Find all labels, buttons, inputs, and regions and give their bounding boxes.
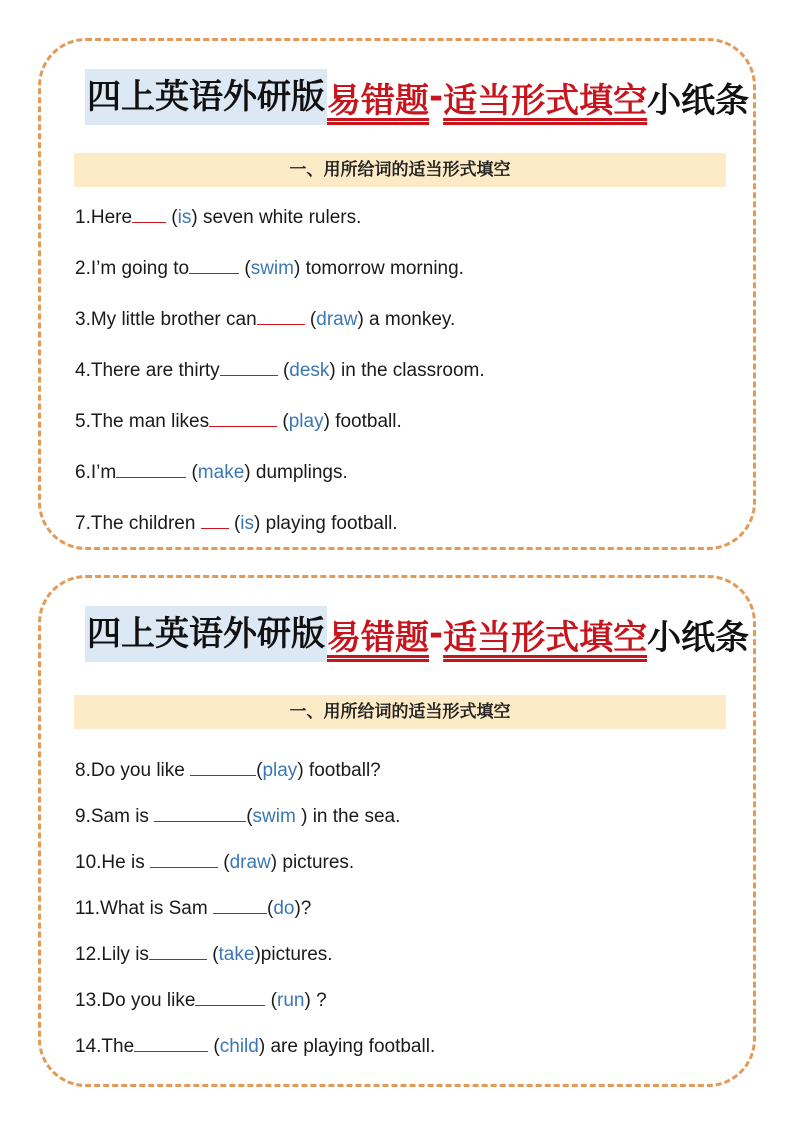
question-item: 1.Here (is) seven white rulers. [75, 204, 361, 229]
answer-blank[interactable] [154, 803, 246, 822]
question-item: 9.Sam is (swim ) in the sea. [75, 803, 400, 828]
question-item: 12.Lily is (take)pictures. [75, 941, 333, 966]
card-title [85, 69, 749, 125]
answer-blank[interactable] [134, 1033, 208, 1052]
title-dash: - [429, 614, 444, 654]
answer-blank[interactable] [257, 306, 305, 325]
answer-blank[interactable] [190, 757, 256, 776]
word-hint: play [288, 411, 324, 432]
word-hint: run [277, 990, 305, 1011]
question-item: 14.The (child) are playing football. [75, 1033, 435, 1058]
question-item: 11.What is Sam (do)? [75, 895, 311, 920]
word-hint: child [219, 1036, 259, 1057]
word-hint: do [273, 898, 295, 919]
question-item: 13.Do you like (run) ? [75, 987, 327, 1012]
answer-blank[interactable] [150, 849, 218, 868]
word-hint: swim [250, 258, 294, 279]
answer-blank[interactable] [132, 204, 166, 223]
question-item: 5.The man likes (play) football. [75, 408, 402, 433]
word-hint: play [262, 760, 298, 781]
answer-blank[interactable] [149, 941, 207, 960]
title-note: 小纸条 [647, 617, 750, 658]
word-hint: take [218, 944, 255, 965]
answer-blank[interactable] [189, 255, 239, 274]
question-item: 3.My little brother can (draw) a monkey. [75, 306, 455, 331]
question-item: 7.The children (is) playing football. [75, 510, 398, 535]
title-error-prone: 易错题 [327, 80, 429, 121]
word-hint: swim [252, 806, 302, 827]
word-hint: draw [316, 309, 358, 330]
title-error-prone: 易错题 [327, 617, 429, 658]
question-item: 2.I’m going to (swim) tomorrow morning. [75, 255, 464, 280]
word-hint: draw [229, 852, 271, 873]
word-hint: is [240, 513, 255, 534]
answer-blank[interactable] [201, 510, 229, 529]
title-dash: - [429, 77, 444, 117]
word-hint: make [197, 462, 245, 483]
title-form-fill: 适当形式填空 [443, 617, 648, 658]
worksheet-card-2 [38, 575, 756, 1087]
question-item: 10.He is (draw) pictures. [75, 849, 354, 874]
answer-blank[interactable] [209, 408, 277, 427]
answer-blank[interactable] [195, 987, 265, 1006]
question-item: 6.I’m (make) dumplings. [75, 459, 348, 484]
answer-blank[interactable] [220, 357, 278, 376]
section-heading: 一、用所给词的适当形式填空 [74, 153, 726, 187]
title-grade-edition: 四上英语外研版 [85, 606, 327, 662]
answer-blank[interactable] [213, 895, 267, 914]
answer-blank[interactable] [116, 459, 186, 478]
question-item: 8.Do you like (play) football? [75, 757, 381, 782]
title-form-fill: 适当形式填空 [443, 80, 648, 121]
card-title [85, 606, 749, 662]
worksheet-card-1 [38, 38, 756, 550]
title-note: 小纸条 [647, 80, 750, 121]
title-grade-edition: 四上英语外研版 [85, 69, 327, 125]
word-hint: is [177, 207, 192, 228]
word-hint: desk [289, 360, 330, 381]
section-heading: 一、用所给词的适当形式填空 [74, 695, 726, 729]
question-item: 4.There are thirty (desk) in the classroom. [75, 357, 485, 382]
